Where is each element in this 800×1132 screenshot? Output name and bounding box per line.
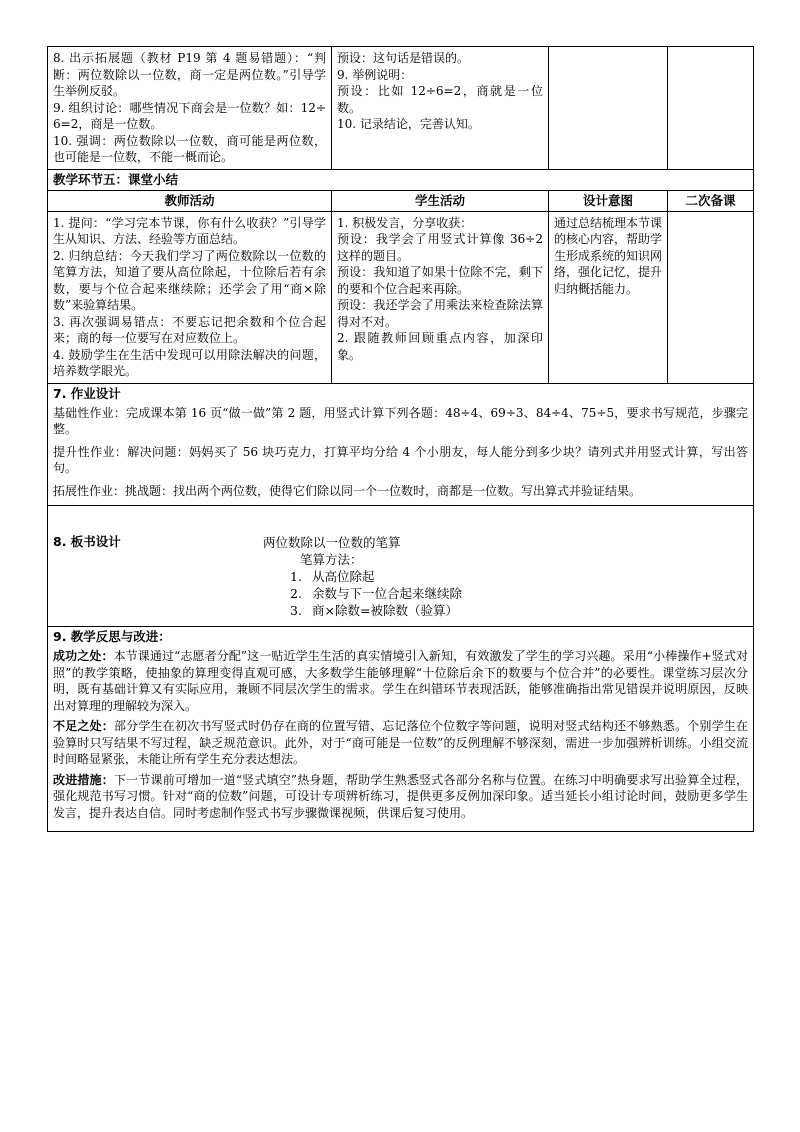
student-step: 10. 记录结论，完善认知。 (337, 117, 480, 131)
header-design-intent: 设计意图 (549, 190, 668, 211)
student-step: 9. 举例说明： (337, 67, 413, 82)
section8-row (48, 506, 754, 627)
teacher-step: 3. 再次强调易错点：不要忘记把余数和个位合起来；商的每一位要写在对应数位上。 (53, 314, 326, 345)
continuation-row (48, 47, 754, 170)
homework-cell (48, 383, 754, 506)
section9-row (48, 627, 754, 832)
student-step: 预设：我学会了用竖式计算像 36÷2 这样的题目。 (337, 232, 543, 263)
board-main-title: 两位数除以一位数的笔算 (263, 535, 401, 550)
board-method-label: 笔算方法： (300, 552, 363, 567)
section7-title: 7. 作业设计 (53, 385, 121, 401)
student-step: 预设：我还学会了用乘法来检查除法算得对不对。 (337, 298, 543, 329)
column-header-row (48, 190, 754, 211)
reflection-label: 成功之处： (53, 649, 114, 663)
board-step: 3. 商×除数=被除数（验算） (290, 603, 458, 618)
student-step: 预设：比如 12÷6=2，商就是一位数。 (337, 84, 543, 115)
reflection-success: 成功之处：本节课通过“志愿者分配”这一贴近学生生活的真实情境引入新知，有效激发了学生的学习兴趣。采用“小棒操作+竖式对照”的教学策略，使抽象的算理变得直观可感，大多数学生能够理解“十位除后余下的数要与个位合并”的必要性。课堂练习层次分明，既有基础计算又有实际应用，兼顾不同层次学生的需求。学生在纠错环节表现活跃，能够准确指出常见错误并说明原因，反映出对算理的理解较为深入。 (53, 649, 748, 713)
teacher-step: 2. 归纳总结：今天我们学习了两位数除以一位数的笔算方法，知道了要从高位除起，十位除后若有余数，要与个位合起来继续除；还学会了用“商×除数”来验算结果。 (53, 248, 326, 312)
student-activity-cell (332, 47, 549, 170)
board-steps-list (290, 568, 462, 619)
homework-advanced: 提升性作业：解决问题：妈妈买了 56 块巧克力，打算平均分给 4 个小朋友，每人能分到多少块？请列式并用竖式计算，写出答句。 (53, 444, 748, 475)
student-activity-cell (332, 211, 549, 383)
design-intent-text: 通过总结梳理本节课的核心内容，帮助学生形成系统的知识网络，强化记忆，提升归纳概括能力。 (554, 215, 663, 296)
section5-title-row (48, 169, 754, 190)
board-step: 1. 从高位除起 (290, 569, 375, 584)
section8-title: 8. 板书设计 (53, 534, 121, 549)
header-teacher-activity: 教师活动 (48, 190, 332, 211)
student-step: 2. 跟随教师回顾重点内容，加深印象。 (337, 331, 543, 362)
design-intent-cell (549, 47, 668, 170)
board-step: 2. 余数与下一位合起来继续除 (290, 586, 463, 601)
header-student-activity: 学生活动 (332, 190, 549, 211)
board-design-cell (48, 506, 754, 627)
section5-title: 教学环节五：课堂小结 (48, 169, 754, 190)
teacher-step: 9. 组织讨论：哪些情况下商会是一位数？如：12÷6=2，商是一位数。 (53, 100, 326, 131)
teacher-step: 8. 出示拓展题（教材 P19 第 4 题易错题）：“判断：两位数除以一位数，商一定是两位数。”引导学生举例反驳。 (53, 51, 326, 98)
section9-title: 9. 教学反思与改进： (53, 629, 171, 644)
reflection-improvements: 改进措施：下一节课前可增加一道“竖式填空”热身题，帮助学生熟悉竖式各部分名称与位置。在练习中明确要求写出验算全过程，强化规范书写习惯。针对“商的位数”问题，可设计专项辨析练习，提供更多反例加深印象。适当延长小组讨论时间，鼓励更多学生发言，提升表达自信。同时考虑制作竖式书写步骤微课视频，供课后复习使用。 (53, 772, 748, 820)
reflection-shortcomings: 不足之处：部分学生在初次书写竖式时仍存在商的位置写错、忘记落位个位数字等问题，说明对竖式结构还不够熟悉。个别学生在验算时只写结果不写过程，缺乏规范意识。此外，对于“商可能是一位数”的反例理解不够深刻，需进一步加强辨析训练。小组交流时间略显紧张，未能让所有学生充分表达想法。 (53, 719, 748, 766)
teacher-step: 4. 鼓励学生在生活中发现可以用除法解决的问题，培养数学眼光。 (53, 347, 326, 378)
header-revision: 二次备课 (668, 190, 754, 211)
student-step: 预设：这句话是错误的。 (337, 51, 470, 65)
teacher-activity-cell (48, 211, 332, 383)
reflection-label: 改进措施： (53, 772, 114, 787)
teacher-step: 10. 强调：两位数除以一位数，商可能是两位数，也可能是一位数，不能一概而论。 (53, 133, 326, 164)
teacher-activity-cell (48, 47, 332, 170)
teacher-step: 1. 提问：“学习完本节课，你有什么收获？”引导学生从知识、方法、经验等方面总结。 (53, 215, 326, 246)
homework-extension: 拓展性作业：挑战题：找出两个两位数，使得它们除以同一个一位数时，商都是一位数。写出算式并验证结果。 (53, 483, 642, 498)
revision-cell (668, 211, 754, 383)
revision-cell (668, 47, 754, 170)
reflection-label: 不足之处： (53, 719, 114, 733)
lesson-plan-table (47, 46, 754, 832)
student-step: 预设：我知道了如果十位除不完，剩下的要和个位合起来再除。 (337, 265, 543, 296)
section5-body-row (48, 211, 754, 383)
homework-basic: 基础性作业：完成课本第 16 页“做一做”第 2 题，用竖式计算下列各题：48÷4、69÷3、84÷4、75÷5，要求书写规范，步骤完整。 (53, 405, 748, 436)
section7-row (48, 383, 754, 506)
design-intent-cell (549, 211, 668, 383)
student-step: 1. 积极发言，分享收获： (337, 215, 473, 230)
lesson-plan-page (47, 46, 753, 832)
reflection-cell (48, 627, 754, 832)
